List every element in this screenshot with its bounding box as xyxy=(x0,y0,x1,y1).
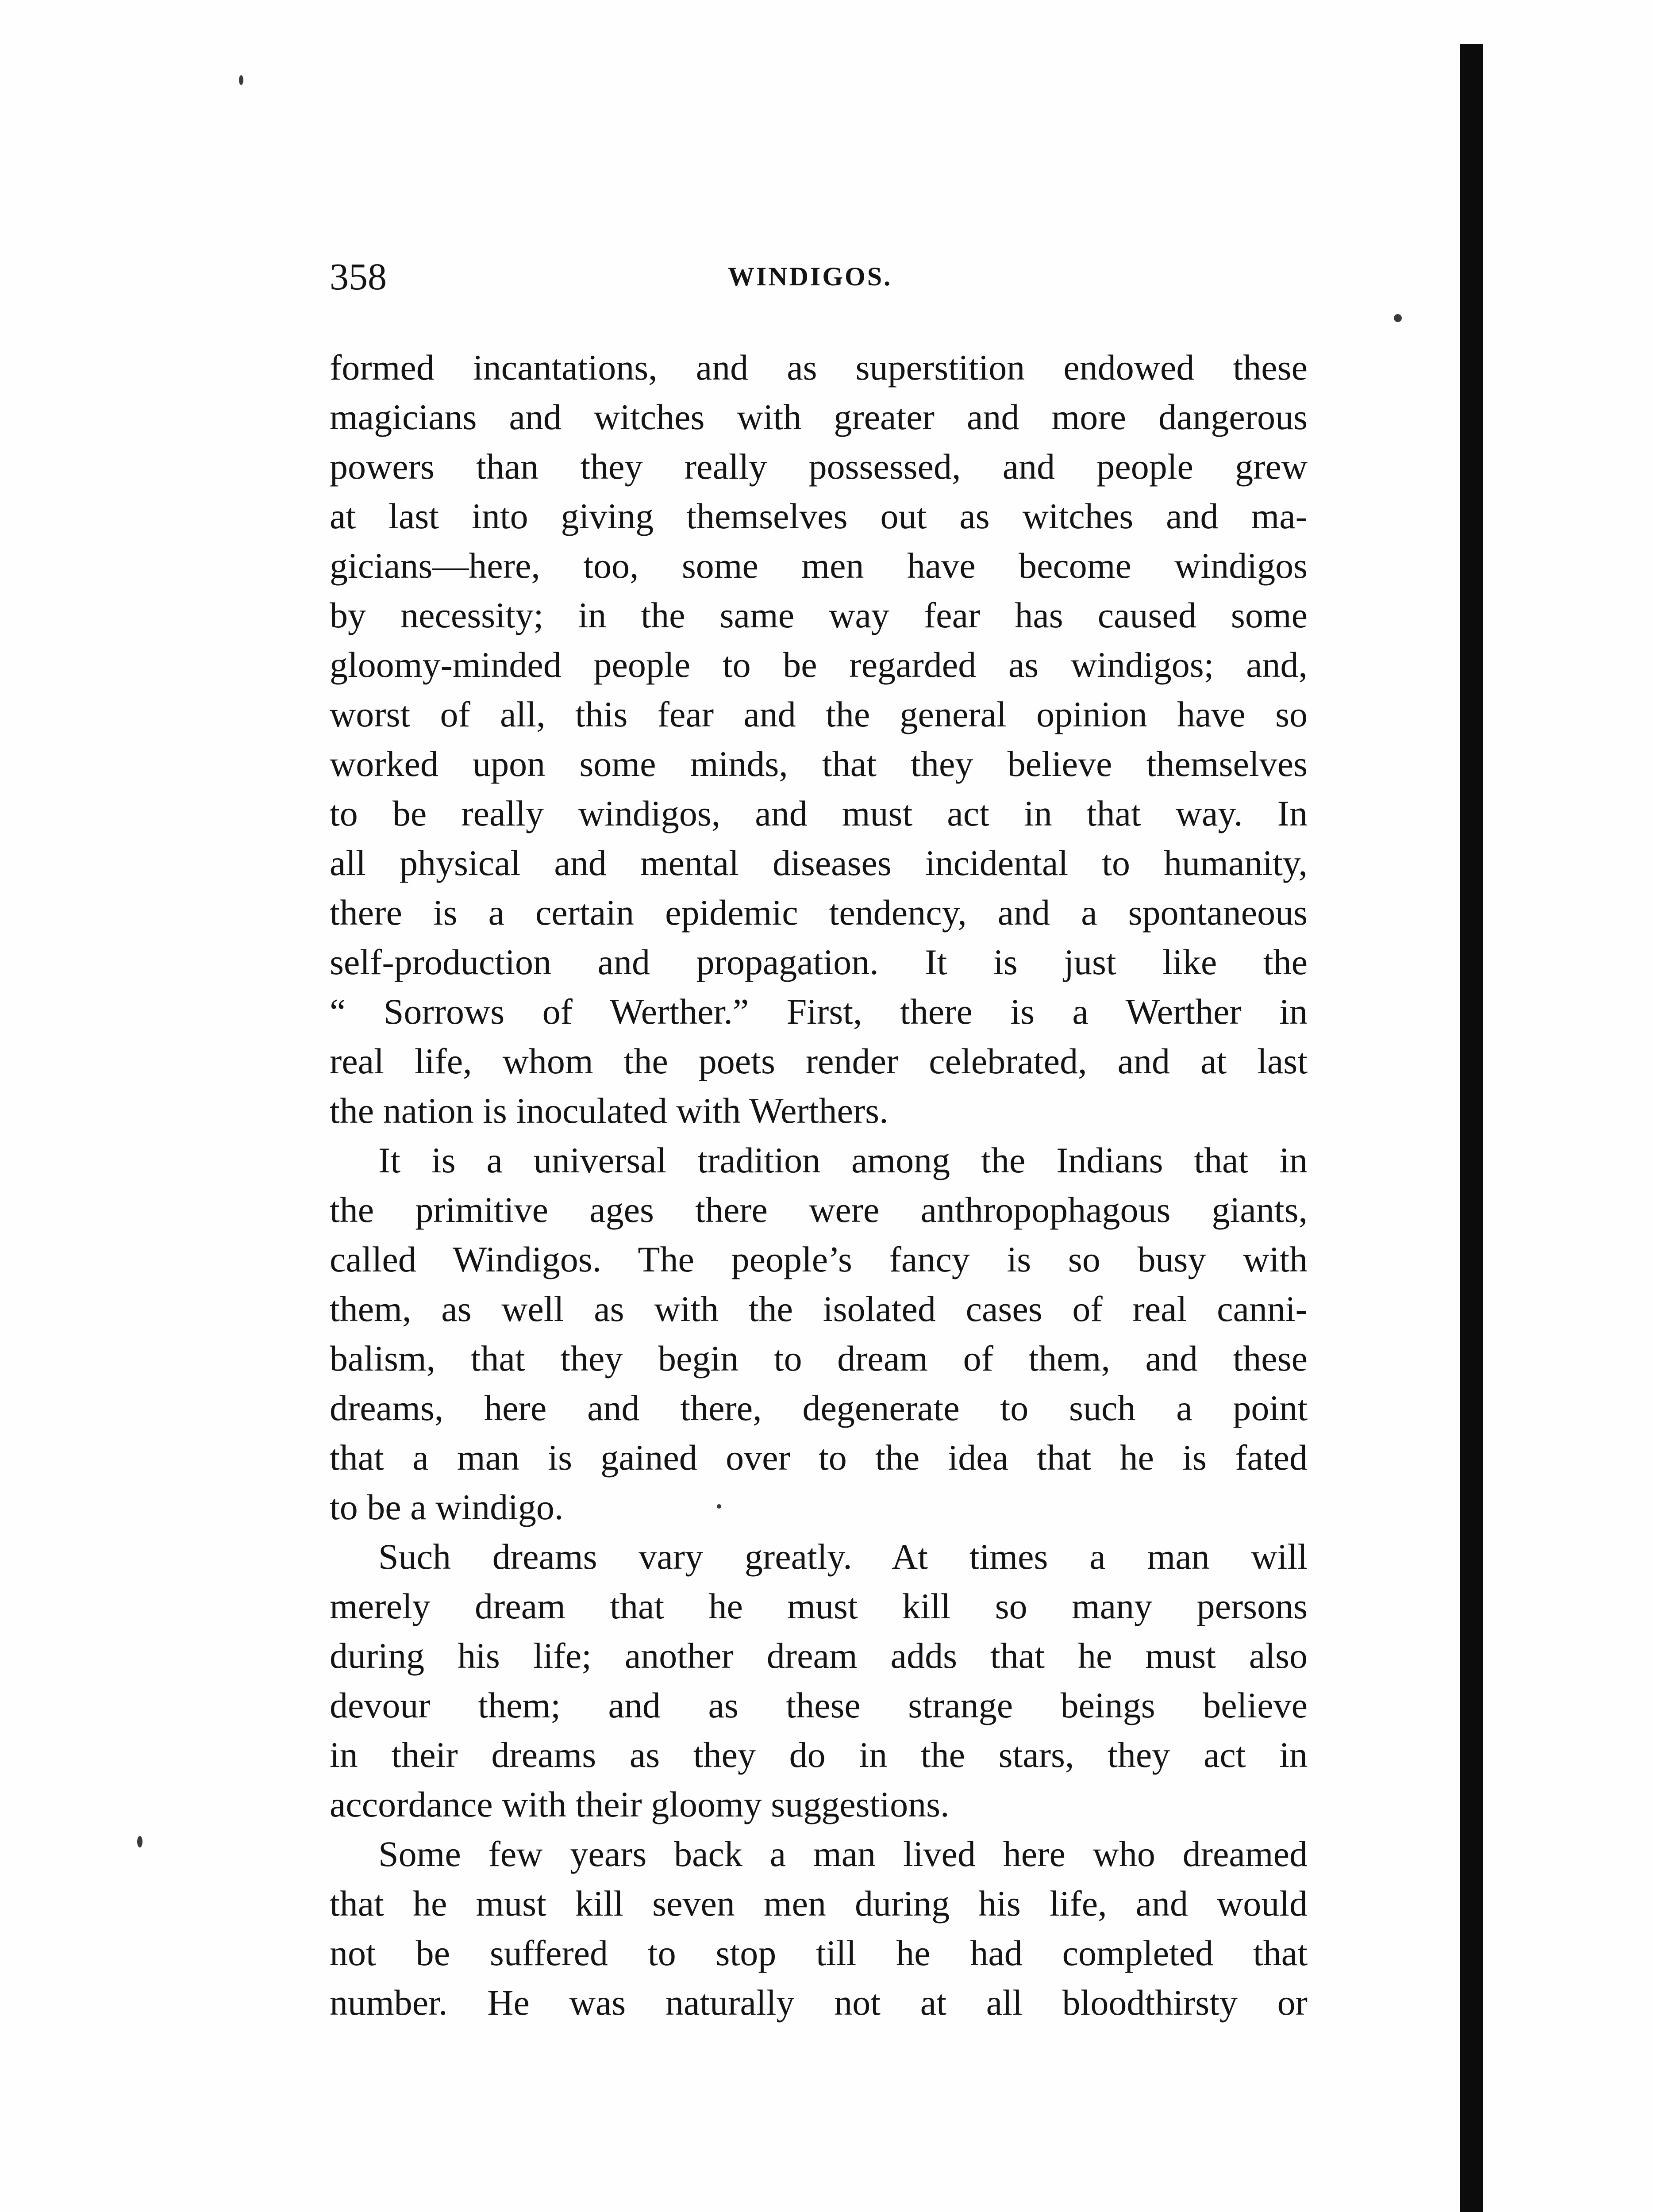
text-line: that a man is gained over to the idea that he is fated xyxy=(330,1437,1308,1478)
text-line: the primitive ages there were anthropophagous giants, xyxy=(330,1190,1308,1230)
text-line: there is a certain epidemic tendency, and a spontaneous xyxy=(330,892,1308,933)
running-head: WINDIGOS. xyxy=(728,262,892,291)
text-line: by necessity; in the same way fear has caused some xyxy=(330,595,1308,635)
text-line: dreams, here and there, degenerate to such a point xyxy=(330,1388,1308,1428)
text-line: worst of all, this fear and the general opinion have so xyxy=(330,694,1308,734)
page-header xyxy=(330,252,1308,301)
scan-speck xyxy=(137,1836,142,1847)
text-line: during his life; another dream adds that he must also xyxy=(330,1636,1308,1676)
text-line: that he must kill seven men during his life, and would xyxy=(330,1883,1308,1924)
text-line: all physical and mental diseases incidental to humanity, xyxy=(330,843,1308,883)
text-line: devour them; and as these strange beings believe xyxy=(330,1685,1308,1725)
text-line: Such dreams vary greatly. At times a man will xyxy=(378,1536,1308,1577)
text-line: at last into giving themselves out as witches and ma- xyxy=(330,496,1308,536)
scan-speck xyxy=(717,1504,721,1509)
text-line: in their dreams as they do in the stars, they act in xyxy=(330,1735,1308,1775)
text-line: Some few years back a man lived here who dreamed xyxy=(378,1834,1308,1874)
text-line: powers than they really possessed, and people grew xyxy=(330,446,1308,487)
text-line: real life, whom the poets render celebrated, and at last xyxy=(330,1041,1308,1081)
scan-speck xyxy=(1394,314,1402,322)
text-line: “ Sorrows of Werther.” First, there is a Werther in xyxy=(330,991,1308,1032)
page-number: 358 xyxy=(330,255,387,298)
text-line: magicians and witches with greater and more dangerous xyxy=(330,397,1308,437)
text-line: them, as well as with the isolated cases of real canni- xyxy=(330,1289,1308,1329)
text-line: to be a windigo. xyxy=(330,1487,564,1527)
text-line: called Windigos. The people’s fancy is so busy with xyxy=(330,1239,1308,1279)
text-line: gloomy-minded people to be regarded as windigos; and, xyxy=(330,645,1308,685)
text-line: It is a universal tradition among the Indians that in xyxy=(378,1140,1308,1180)
text-line: worked upon some minds, that they believe themselves xyxy=(330,744,1308,784)
text-line: to be really windigos, and must act in that way. In xyxy=(330,793,1308,833)
text-line: gicians—here, too, some men have become windigos xyxy=(330,545,1308,586)
text-line: not be suffered to stop till he had completed that xyxy=(330,1933,1308,1973)
text-line: formed incantations, and as superstition endowed these xyxy=(330,347,1308,388)
text-line: the nation is inoculated with Werthers. xyxy=(330,1091,889,1131)
page-edge-shadow xyxy=(1460,44,1483,2212)
text-line: number. He was naturally not at all bloodthirsty or xyxy=(330,1982,1308,2023)
text-line: self-production and propagation. It is just like the xyxy=(330,942,1308,982)
text-line: accordance with their gloomy suggestions. xyxy=(330,1784,950,1824)
text-line: balism, that they begin to dream of them, and these xyxy=(330,1338,1308,1379)
text-line: merely dream that he must kill so many persons xyxy=(330,1586,1308,1626)
scan-speck xyxy=(239,75,243,85)
body-text xyxy=(330,343,1308,2028)
